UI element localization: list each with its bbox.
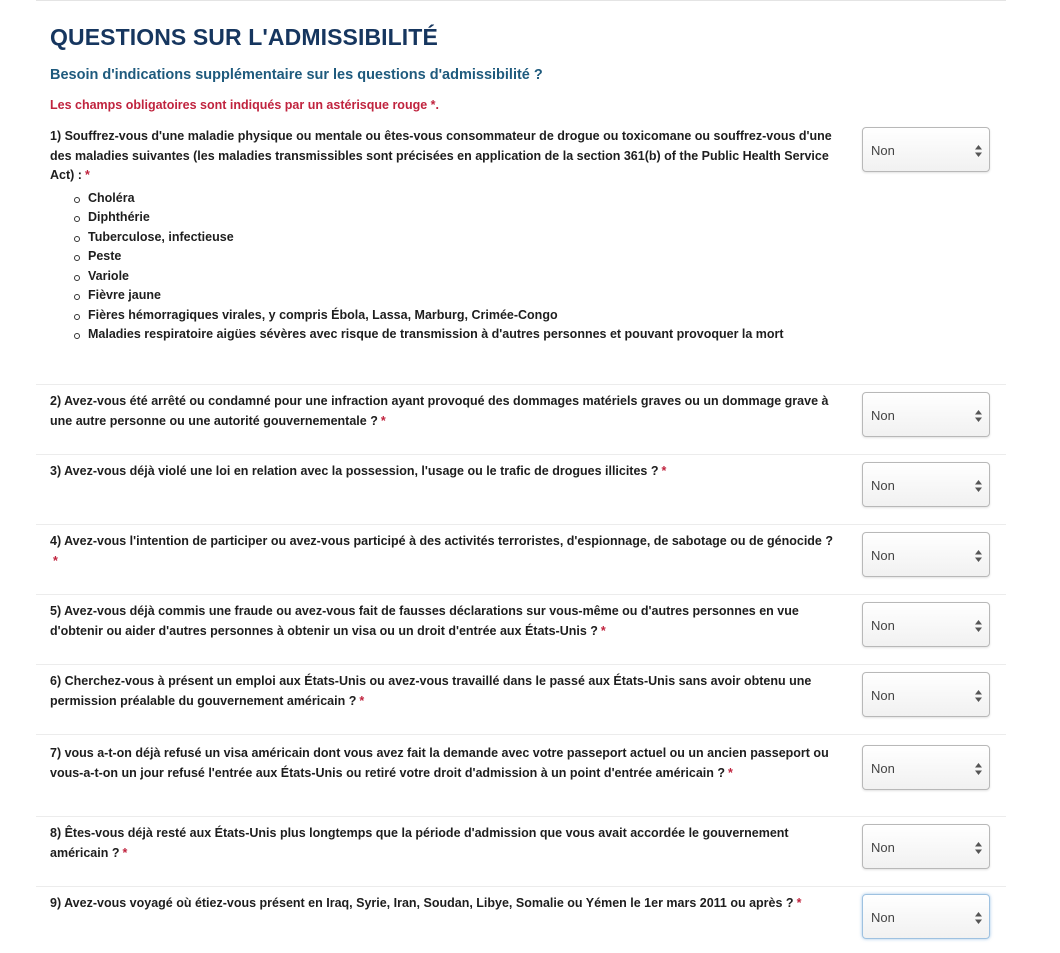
select-value: Non bbox=[871, 548, 895, 563]
required-asterisk: * bbox=[661, 464, 667, 478]
disease-list-item: Tuberculose, infectieuse bbox=[74, 228, 828, 248]
question-3 bbox=[36, 454, 1006, 525]
circle-bullet-icon bbox=[74, 275, 80, 281]
disease-list-item: Choléra bbox=[74, 189, 828, 209]
question-6-label: 6) Cherchez-vous à présent un emploi aux États-Unis ou avez-vous travaillé dans le passé aux États-Unis sans avoir obtenu une permission préalable du gouvernement américain ? bbox=[50, 674, 812, 708]
answer-select-3[interactable] bbox=[862, 462, 990, 507]
required-asterisk: * bbox=[796, 896, 802, 910]
select-value: Non bbox=[871, 910, 895, 925]
question-2-text bbox=[50, 392, 834, 431]
select-value: Non bbox=[871, 478, 895, 493]
circle-bullet-icon bbox=[74, 255, 80, 261]
select-value: Non bbox=[871, 618, 895, 633]
updown-chevron-icon bbox=[975, 550, 982, 562]
question-7 bbox=[36, 734, 1006, 817]
question-5-label: 5) Avez-vous déjà commis une fraude ou avez-vous fait de fausses déclarations sur vous-même ou d'autres personnes en vue d'obtenir ou aider d'autres personnes à obtenir un visa ou un droit d'entrée aux États-Unis ? bbox=[50, 604, 799, 638]
question-8-label: 8) Êtes-vous déjà resté aux États-Unis plus longtemps que la période d'admission que vous avait accordée le gouvernement américain ? bbox=[50, 826, 789, 860]
updown-chevron-icon bbox=[975, 763, 982, 775]
answer-select-8[interactable] bbox=[862, 824, 990, 869]
disease-list bbox=[50, 189, 834, 345]
updown-chevron-icon bbox=[975, 620, 982, 632]
answer-select-2[interactable] bbox=[862, 392, 990, 437]
disease-list-item: Maladies respiratoire aigües sévères avec risque de transmission à d'autres personnes et pouvant provoquer la mort bbox=[74, 325, 828, 345]
updown-chevron-icon bbox=[975, 842, 982, 854]
updown-chevron-icon bbox=[975, 480, 982, 492]
circle-bullet-icon bbox=[74, 197, 80, 203]
answer-select-6[interactable] bbox=[862, 672, 990, 717]
required-asterisk: * bbox=[380, 413, 386, 428]
circle-bullet-icon bbox=[74, 314, 80, 320]
answer-select-1[interactable] bbox=[862, 127, 990, 172]
disease-list-item: Peste bbox=[74, 247, 828, 267]
page-title: QUESTIONS SUR L'ADMISSIBILITÉ bbox=[50, 24, 438, 50]
select-value: Non bbox=[871, 840, 895, 855]
answer-select-4[interactable] bbox=[862, 532, 990, 577]
question-9-label: 9) Avez-vous voyagé où étiez-vous présent en Iraq, Syrie, Iran, Soudan, Libye, Somalie ou Yémen le 1er mars 2011 ou après ? bbox=[50, 896, 794, 910]
answer-select-7[interactable] bbox=[862, 745, 990, 790]
question-9 bbox=[36, 886, 1006, 953]
required-asterisk: * bbox=[122, 845, 128, 860]
question-1-text bbox=[50, 127, 834, 345]
updown-chevron-icon bbox=[975, 912, 982, 924]
disease-list-item: Fières hémorragiques virales, y compris Ébola, Lassa, Marburg, Crimée-Congo bbox=[74, 306, 828, 326]
question-3-text bbox=[50, 462, 834, 482]
select-value: Non bbox=[871, 688, 895, 703]
disease-list-item: Diphthérie bbox=[74, 208, 828, 228]
select-value: Non bbox=[871, 143, 895, 158]
disease-list-item: Variole bbox=[74, 267, 828, 287]
eligibility-help-link[interactable]: Besoin d'indications supplémentaire sur les questions d'admissibilité ? bbox=[50, 67, 543, 83]
question-1 bbox=[36, 125, 1006, 384]
question-4-label: 4) Avez-vous l'intention de participer ou avez-vous participé à des activités terroristes, d'espionnage, de sabotage ou de génocide ? bbox=[50, 534, 833, 548]
circle-bullet-icon bbox=[74, 333, 80, 339]
question-5-text bbox=[50, 602, 834, 641]
required-asterisk: * bbox=[728, 765, 733, 780]
select-value: Non bbox=[871, 761, 895, 776]
required-asterisk: * bbox=[359, 693, 365, 708]
updown-chevron-icon bbox=[975, 690, 982, 702]
question-8 bbox=[36, 816, 1006, 887]
question-7-label: 7) vous a-t-on déjà refusé un visa américain dont vous avez fait la demande avec votre passeport actuel ou un ancien passeport ou vous-a-t-on un jour refusé l'entrée aux États-Unis ou retiré votre droit d'admission à un point d'entrée américain ? bbox=[50, 746, 829, 780]
disease-list-item: Fièvre jaune bbox=[74, 286, 828, 306]
required-fields-note: Les champs obligatoires sont indiqués par un astérisque rouge *. bbox=[50, 98, 439, 112]
question-5 bbox=[36, 594, 1006, 665]
circle-bullet-icon bbox=[74, 236, 80, 242]
question-1-label: 1) Souffrez-vous d'une maladie physique ou mentale ou êtes-vous consommateur de drogue ou toxicomane ou souffrez-vous d'une des maladies suivantes (les maladies transmissibles sont précisées en application de la section 361(b) of the Public Health Service Act) : bbox=[50, 129, 832, 182]
answer-select-9[interactable] bbox=[862, 894, 990, 939]
question-4-text bbox=[50, 532, 834, 571]
question-2 bbox=[36, 384, 1006, 455]
required-asterisk: * bbox=[84, 168, 90, 182]
question-3-label: 3) Avez-vous déjà violé une loi en relation avec la possession, l'usage ou le trafic de drogues illicites ? bbox=[50, 464, 659, 478]
question-2-label: 2) Avez-vous été arrêté ou condamné pour une infraction ayant provoqué des dommages matériels graves ou un dommage grave à une autre personne ou une autorité gouvernementale ? bbox=[50, 394, 829, 428]
updown-chevron-icon bbox=[975, 145, 982, 157]
question-9-text bbox=[50, 894, 834, 914]
question-6-text bbox=[50, 672, 834, 711]
question-6 bbox=[36, 664, 1006, 735]
updown-chevron-icon bbox=[975, 410, 982, 422]
question-4 bbox=[36, 524, 1006, 595]
required-asterisk: * bbox=[53, 553, 58, 568]
circle-bullet-icon bbox=[74, 216, 80, 222]
select-value: Non bbox=[871, 408, 895, 423]
circle-bullet-icon bbox=[74, 294, 80, 300]
answer-select-5[interactable] bbox=[862, 602, 990, 647]
question-7-text bbox=[50, 744, 834, 783]
required-asterisk: * bbox=[600, 623, 606, 638]
top-divider bbox=[36, 0, 1006, 1]
question-8-text bbox=[50, 824, 834, 863]
